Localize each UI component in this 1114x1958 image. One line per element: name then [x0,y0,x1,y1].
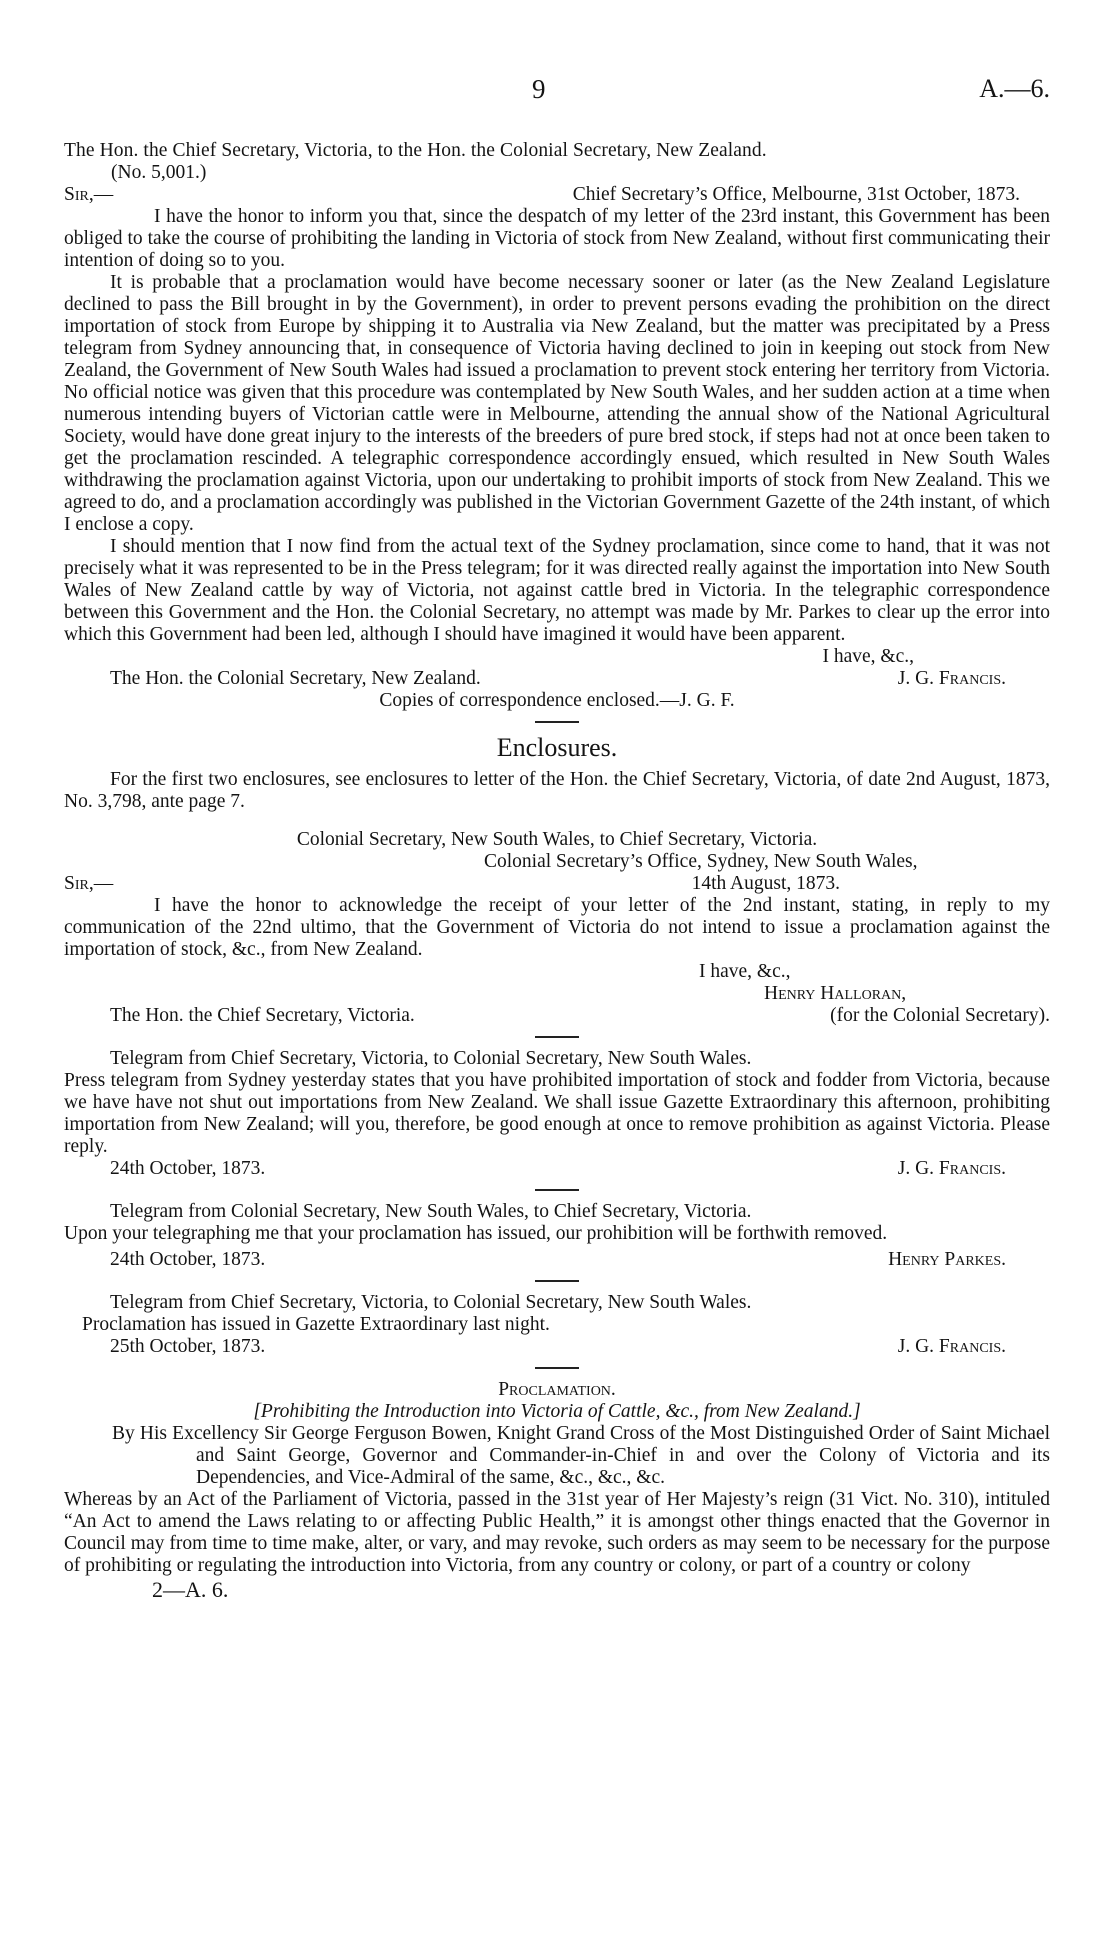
copies-note: Copies of correspondence enclosed.—J. G. F. [379,690,735,711]
letter1-paragraph-2: It is probable that a proclamation would have become necessary sooner or later (as the New Zealand Legislature declined to pass the Bill brought in by the Government), in order to prevent persons evading the prohibition on the direct importation of stock from Europe by shipping it to Australia via New Zealand, but the matter was precipitated by a Press telegram from Sydney announcing that, in consequence of Victoria having declined to join in keeping out stock from New Zealand, the Government of New South Wales had issued a proclamation to prevent stock entering her territory from Victoria. No official notice was given that this procedure was contemplated by New South Wales, and her sudden action at a time when numerous intending buyers of Victorian cattle were in Melbourne, attending the annual show of the National Agricultural Society, would have done great injury to the interests of the breeders of pure bred stock, if steps had not at once been taken to get the proclamation rescinded. A telegraphic correspondence accordingly ensued, which resulted in New South Wales withdrawing the proclamation against Victoria, upon our undertaking to prohibit imports of stock from New Zealand. This we agreed to do, and a proclamation accordingly was published in the Victorian Government Gazette of the 24th instant, of which I enclose a copy. [64,272,1050,535]
telegram2-body: Upon your telegraphing me that your proclamation has issued, our prohibition will be forthwith removed. [64,1223,888,1244]
letter2-addressee: The Hon. the Chief Secretary, Victoria. [110,1005,415,1026]
letter1-place-date: Chief Secretary’s Office, Melbourne, 31st October, 1873. [572,184,1020,205]
telegram2-footer [64,1249,1050,1271]
printer-signature-mark: 2—A. 6. [152,1577,229,1602]
letter2-salutation: Sir,— [64,873,114,894]
telegram2-title: Telegram from Colonial Secretary, New South Wales, to Chief Secretary, Victoria. [110,1201,752,1222]
letter1-paragraph-1: I have the honor to inform you that, since the despatch of my letter of the 23rd instant, this Government has been obliged to take the course of prohibiting the landing in Victoria of stock from New Zealand, without first communicating their intention of doing so to you. [64,206,1050,271]
paper-reference: A.—6. [979,74,1050,103]
letter1-addressee-row [64,668,1050,690]
page-number: 9 [532,74,546,104]
section-divider [535,1367,579,1369]
letter2-body: I have the honor to acknowledge the receipt of your letter of the 2nd instant, stating, in reply to my communication of the 22nd ultimo, that the Government of Victoria do not intend to issue a proclamation against the importation of stock, &c., from New Zealand. [64,895,1050,960]
letter2-date: 14th August, 1873. [691,873,840,894]
telegram1-title: Telegram from Chief Secretary, Victoria, to Colonial Secretary, New South Wales. [110,1048,752,1069]
telegram2-signature: Henry Parkes. [888,1249,1006,1270]
letter2-signature: Henry Halloran, [764,983,907,1004]
letter1-address-line1: The Hon. the Chief Secretary, Victoria, to the Hon. the Colonial Secretary, New Zealand. [64,140,767,161]
enclosures-intro: For the first two enclosures, see enclosures to letter of the Hon. the Chief Secretary, Victoria, of date 2nd August, 1873, No. 3,798, ante page 7. [64,769,1050,812]
proclamation-subtitle: [Prohibiting the Introduction into Victoria of Cattle, &c., from New Zealand.] [253,1401,861,1422]
letter1-paragraph-3: I should mention that I now find from the actual text of the Sydney proclamation, since come to hand, that it was not precisely what it was represented to be in the Press telegram; for it was directed really against the importation into New South Wales of New Zealand cattle by way of Victoria, not against cattle bred in Victoria. In the telegraphic correspondence between this Government and the Hon. the Colonial Secretary, no attempt was made by Mr. Parkes to clear up the error into which this Government had been led, although I should have imagined it would have been apparent. [64,536,1050,645]
section-divider [535,1189,579,1191]
letter-chief-secretary-victoria [64,140,1050,1601]
letter1-signature: J. G. Francis. [897,668,1006,689]
telegram1-body: Press telegram from Sydney yesterday states that you have prohibited importation of stock and fodder from Victoria, because we have have not shut out importations from New Zealand. We shall issue Gazette Extraordinary this afternoon, prohibiting importation from New Zealand; will you, therefore, be good enough at once to remove prohibition as against Victoria. Please reply. [64,1070,1050,1157]
telegram3-signature: J. G. Francis. [897,1336,1006,1357]
letter1-closing: I have, &c., [822,646,914,667]
letter2-addressee-row [64,1005,1050,1027]
letter2-closing: I have, &c., [699,961,791,982]
telegram3-footer [64,1336,1050,1358]
section-divider [535,721,579,723]
telegram3-body: Proclamation has issued in Gazette Extraordinary last night. [82,1314,550,1335]
letter1-number: (No. 5,001.) [111,162,207,183]
letter2-signature-note: (for the Colonial Secretary). [830,1005,1050,1026]
page-header [0,74,1114,108]
proclamation-whereas: Whereas by an Act of the Parliament of Victoria, passed in the 31st year of Her Majesty’s reign (31 Vict. No. 310), intituled “An Act to amend the Laws relating to or affecting Public Health,” it is amongst other things enacted that the Governor in Council may from time to time make, alter, or vary, and may revoke, such orders as may seem to be necessary for the purpose of prohibiting or regulating the introduction into Victoria, from any country or colony, or part of a country or colony [64,1489,1050,1576]
telegram1-date: 24th October, 1873. [110,1158,266,1179]
telegram2-date: 24th October, 1873. [110,1249,266,1270]
letter2-title: Colonial Secretary, New South Wales, to Chief Secretary, Victoria. [296,829,818,850]
section-divider [535,1280,579,1282]
letter1-salutation-row [64,184,1050,206]
letter2-salutation-row [64,873,1050,895]
telegram1-signature: J. G. Francis. [897,1158,1006,1179]
proclamation-by-line: By His Excellency Sir George Ferguson Bowen, Knight Grand Cross of the Most Distinguished Order of Saint Michael and Saint George, Governor and Commander-in-Chief in and over the Colony of Victoria and its Dependencies, and Vice-Admiral of the same, &c., &c., &c. [112,1423,1050,1488]
proclamation-heading: Proclamation. [498,1379,616,1400]
section-divider [535,1036,579,1038]
telegram3-title: Telegram from Chief Secretary, Victoria, to Colonial Secretary, New South Wales. [110,1292,752,1313]
telegram1-footer [64,1158,1050,1180]
letter1-addressee: The Hon. the Colonial Secretary, New Zealand. [110,668,481,689]
letter2-office: Colonial Secretary’s Office, Sydney, New South Wales, [484,851,918,872]
telegram3-date: 25th October, 1873. [110,1336,266,1357]
enclosures-heading: Enclosures. [496,733,618,762]
letter1-salutation: Sir,— [64,184,114,205]
